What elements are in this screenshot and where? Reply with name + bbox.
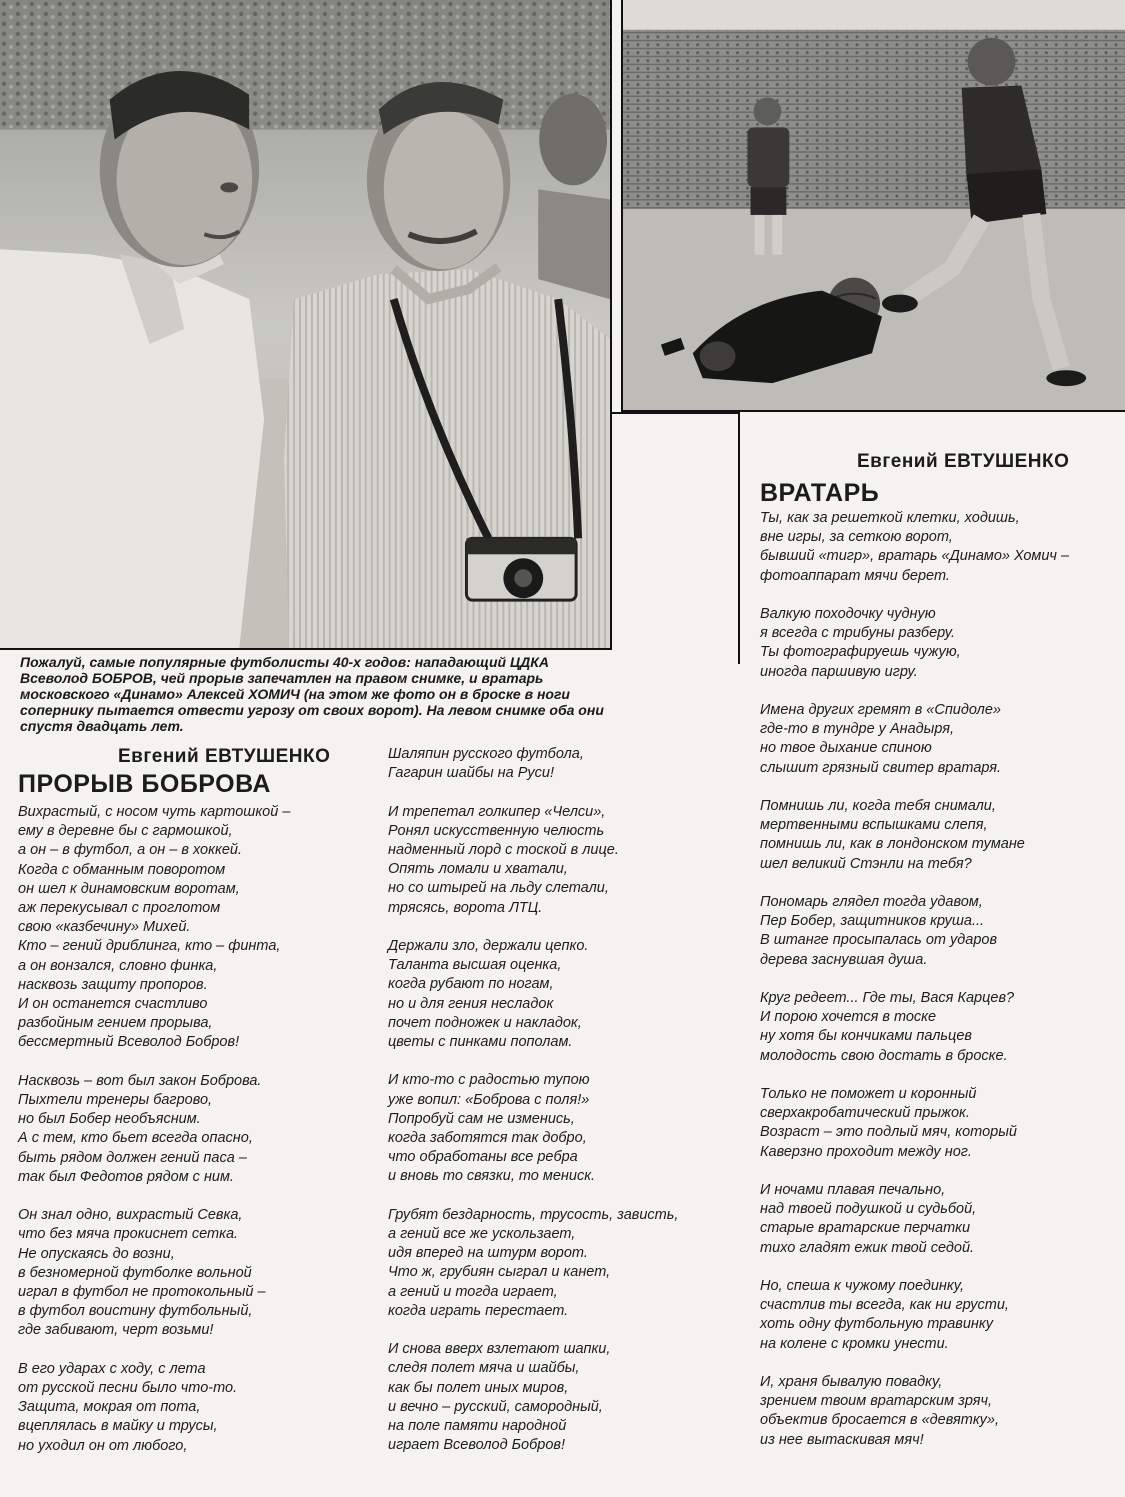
poem-line: Помнишь ли, когда тебя снимали, <box>760 798 996 814</box>
poem-line: следя полет мяча и шайбы, <box>388 1360 580 1377</box>
poem-line: мертвенными вспышками слепя, <box>760 817 988 834</box>
poem-line: И трепетал голкипер «Челси», <box>388 803 606 820</box>
poem-stanza <box>760 989 1069 1066</box>
poem-line: Вихрастый, с носом чуть картошкой – <box>18 804 291 820</box>
poem-line: вне игры, за сеткою ворот, <box>760 529 953 546</box>
poem-line: играл в футбол не протокольный – <box>18 1284 266 1301</box>
poem-stanza <box>18 1072 290 1187</box>
poem-line: почет подножек и накладок, <box>388 1014 582 1031</box>
poem-line: И ночами плавая печально, <box>760 1182 946 1198</box>
poem-line: Гагарин шайбы на Руси! <box>388 765 555 782</box>
poem-line: когда заботятся так добро, <box>388 1130 587 1147</box>
caption-line: сопернику пытается отвести угрозу от своих ворот). На левом снимке оба они <box>20 702 604 718</box>
poem-line: но со штырей на льду слетали, <box>388 880 609 897</box>
poem-line: Он знал одно, вихрастый Севка, <box>18 1207 243 1224</box>
poem-stanza <box>388 1071 678 1186</box>
poem-line: в футбол воистину футбольный, <box>18 1303 253 1320</box>
poem-line: а он вонзался, словно финка, <box>18 957 218 974</box>
poem-stanza <box>388 937 678 1052</box>
poem-stanza <box>760 1181 1069 1258</box>
poem-stanza <box>760 1373 1069 1450</box>
poem-line: Когда с обманным поворотом <box>18 861 226 878</box>
poem-line: Что ж, грубиян сыграл и канет, <box>388 1264 611 1281</box>
poem-line: Грубят бездарность, трусость, зависть, <box>388 1206 679 1223</box>
poem-goalkeeper-title: ВРАТАРЬ <box>760 479 880 507</box>
poem-line: И снова вверх взлетают шапки, <box>388 1341 611 1358</box>
poem-line: ему в деревне бы с гармошкой, <box>18 823 233 840</box>
poem-line: а гений все же ускользает, <box>388 1226 576 1243</box>
poem-line: Пыхтели тренеры багрово, <box>18 1092 213 1109</box>
poem-line: И порою хочется в тоске <box>760 1009 937 1026</box>
poem-line: и вечно – русский, самородный, <box>388 1398 603 1415</box>
poem-line: что без мяча прокиснет сетка. <box>18 1226 239 1243</box>
poem-line: Защита, мокрая от пота, <box>18 1399 201 1416</box>
poem-line: Ты, как за решеткой клетки, ходишь, <box>760 510 1020 526</box>
poem-line: вцеплялась в майку и трусы, <box>18 1418 218 1435</box>
poem-line: цветы с пинками пополам. <box>388 1034 573 1051</box>
poem-stanza <box>18 803 290 1053</box>
poem-line: Ронял искусственную челюсть <box>388 822 605 839</box>
poem-line: в безномерной футболке вольной <box>18 1264 252 1281</box>
poem-stanza <box>388 803 678 918</box>
poem-line: из нее вытаскивая мяч! <box>760 1431 924 1448</box>
poem-line: но был Бобер необъясним. <box>18 1111 201 1128</box>
poem-line: где забивают, черт возьми! <box>18 1322 214 1339</box>
poem-line: В его ударах с ходу, с лета <box>18 1360 206 1377</box>
poem-line: Попробуй сам не изменись, <box>388 1110 575 1127</box>
poem-line: бывший «тигр», вратарь «Динамо» Хомич – <box>760 548 1070 565</box>
poem-line: Каверзно проходит между ног. <box>760 1143 972 1160</box>
bobrov-khomich-portrait-photo <box>0 0 612 650</box>
poem-stanza <box>388 745 678 783</box>
poem-stanza <box>760 893 1069 970</box>
poem-line: а гений и тогда играет, <box>388 1283 558 1300</box>
poem-line: быть рядом должен гений паса – <box>18 1149 247 1166</box>
poem-line: сверхакробатический прыжок. <box>760 1105 970 1122</box>
poem-line: когда играть перестает. <box>388 1302 569 1319</box>
poem-line: Пер Бобер, защитников круша... <box>760 913 985 930</box>
poem-line: но твое дыхание спиною <box>760 740 932 757</box>
poem-line: Шаляпин русского футбола, <box>388 746 584 762</box>
poem-stanza <box>760 797 1069 874</box>
poem-line: хоть одну футбольную травинку <box>760 1316 993 1333</box>
poem-stanza <box>388 1206 678 1321</box>
poem-line: Возраст – это подлый мяч, который <box>760 1124 1017 1141</box>
poem-line: и вновь то связки, то мениск. <box>388 1168 596 1185</box>
photo-frame-divider <box>612 412 740 414</box>
poem-line: фотоаппарат мячи берет. <box>760 567 950 584</box>
poem-line: В штанге просыпалась от ударов <box>760 932 998 949</box>
caption-line: Пожалуй, самые популярные футболисты 40-х годов: нападающий ЦДКА <box>20 654 549 670</box>
caption-line: московского «Динамо» Алексей ХОМИЧ (на этом же фото он в броске в ноги <box>20 686 570 702</box>
poem-stanza <box>18 1360 290 1456</box>
poem-line: шел великий Стэнли на тебя? <box>760 855 972 872</box>
poem-bobrov-column-1 <box>18 803 290 1475</box>
poem-line: Пономарь глядел тогда удавом, <box>760 894 983 910</box>
poem-line: я всегда с трибуны разберу. <box>760 625 956 642</box>
poem-line: Держали зло, держали цепко. <box>388 938 589 954</box>
poem-line: молодость свою достать в броске. <box>760 1047 1008 1064</box>
poem-line: И кто-то с радостью тупою <box>388 1072 590 1089</box>
poem-stanza <box>760 1277 1069 1354</box>
poem-bobrov-column-2 <box>388 745 678 1475</box>
poem-line: А с тем, кто бьет всегда опасно, <box>18 1130 253 1147</box>
poem-line: на поле памяти народной <box>388 1418 567 1435</box>
poem-line: слышит грязный свитер вратаря. <box>760 759 1002 776</box>
photo-caption <box>20 654 740 734</box>
poem-line: аж перекусывал с проглотом <box>18 900 221 917</box>
poem-line: он шел к динамовским воротам, <box>18 880 240 897</box>
poem-line: над твоей подушкой и судьбой, <box>760 1201 977 1218</box>
caption-line: спустя двадцать лет. <box>20 718 184 734</box>
poem-line: Ты фотографируешь чужую, <box>760 644 961 661</box>
poem-line: уже вопил: «Боброва с поля!» <box>388 1091 590 1108</box>
poem-line: когда рубают по ногам, <box>388 976 554 993</box>
poem-line: трясясь, ворота ЛТЦ. <box>388 899 543 916</box>
poem-line: а он – в футбол, а он – в хоккей. <box>18 842 242 859</box>
poem-line: бессмертный Всеволод Бобров! <box>18 1034 240 1051</box>
poem-line: разбойным гением прорыва, <box>18 1015 213 1032</box>
poem-line: что обработаны все ребра <box>388 1149 578 1166</box>
poem-line: как бы полет иных миров, <box>388 1379 569 1396</box>
poem-line: Круг редеет... Где ты, Вася Карцев? <box>760 990 1015 1006</box>
poem-stanza <box>760 701 1069 778</box>
poem-bobrov-author: Евгений ЕВТУШЕНКО <box>118 746 331 767</box>
poem-line: зрением твоим вратарским зряч, <box>760 1393 992 1410</box>
poem-line: но уходил он от любого, <box>18 1437 188 1454</box>
poem-line: Кто – гений дриблинга, кто – финта, <box>18 938 281 955</box>
poem-line: ну хотя бы кончиками пальцев <box>760 1028 972 1045</box>
poem-line: Имена других гремят в «Спидоле» <box>760 702 1001 718</box>
poem-stanza <box>760 509 1069 586</box>
poem-bobrov-title: ПРОРЫВ БОБРОВА <box>18 770 271 798</box>
poem-line: тихо гладят ежик твой седой. <box>760 1239 975 1256</box>
caption-line: Всеволод БОБРОВ, чей прорыв запечатлен на правом снимке, и вратарь <box>20 670 544 686</box>
poem-line: И, храня бывалую повадку, <box>760 1374 943 1390</box>
poem-line: Но, спеша к чужому поединку, <box>760 1278 965 1294</box>
poem-line: И он останется счастливо <box>18 996 208 1013</box>
poem-stanza <box>760 1085 1069 1162</box>
poem-line: старые вратарские перчатки <box>760 1220 971 1237</box>
poem-line: от русской песни было что-то. <box>18 1380 238 1397</box>
poem-line: Таланта высшая оценка, <box>388 957 562 974</box>
poem-line: играет Всеволод Бобров! <box>388 1437 566 1454</box>
poem-goalkeeper-column <box>760 509 1069 1469</box>
poem-line: Валкую походочку чудную <box>760 606 936 622</box>
poem-line: помнишь ли, как в лондонском тумане <box>760 836 1025 853</box>
goalkeeper-dive-match-photo <box>621 0 1125 412</box>
poem-line: свою «казбечину» Михей. <box>18 919 191 936</box>
poem-stanza <box>760 605 1069 682</box>
poem-line: на колене с кромки унести. <box>760 1335 949 1352</box>
poem-line: объектив бросается в «девятку», <box>760 1412 1000 1429</box>
poem-line: Не опускаясь до возни, <box>18 1245 175 1262</box>
poem-line: счастлив ты всегда, как ни грусти, <box>760 1297 1009 1314</box>
poem-line: Опять ломали и хватали, <box>388 861 568 878</box>
poem-goalkeeper-author: Евгений ЕВТУШЕНКО <box>857 451 1070 472</box>
photo-frame-divider <box>621 0 623 412</box>
poem-line: насквозь защиту пропоров. <box>18 976 208 993</box>
poem-line: где-то в тундре у Анадыря, <box>760 721 955 738</box>
poem-stanza <box>18 1206 290 1340</box>
poem-line: но и для гения несладок <box>388 995 554 1012</box>
poem-line: так был Федотов рядом с ним. <box>18 1168 234 1185</box>
photo-frame-divider <box>738 412 740 664</box>
poem-line: идя вперед на штурм ворот. <box>388 1245 588 1262</box>
poem-line: надменный лорд с тоской в лице. <box>388 842 619 858</box>
poem-line: дерева заснувшая душа. <box>760 951 928 968</box>
poem-stanza <box>388 1340 678 1455</box>
poem-line: Насквозь – вот был закон Боброва. <box>18 1072 262 1089</box>
poem-line: Только не поможет и коронный <box>760 1086 977 1102</box>
poem-line: иногда паршивую игру. <box>760 663 918 680</box>
